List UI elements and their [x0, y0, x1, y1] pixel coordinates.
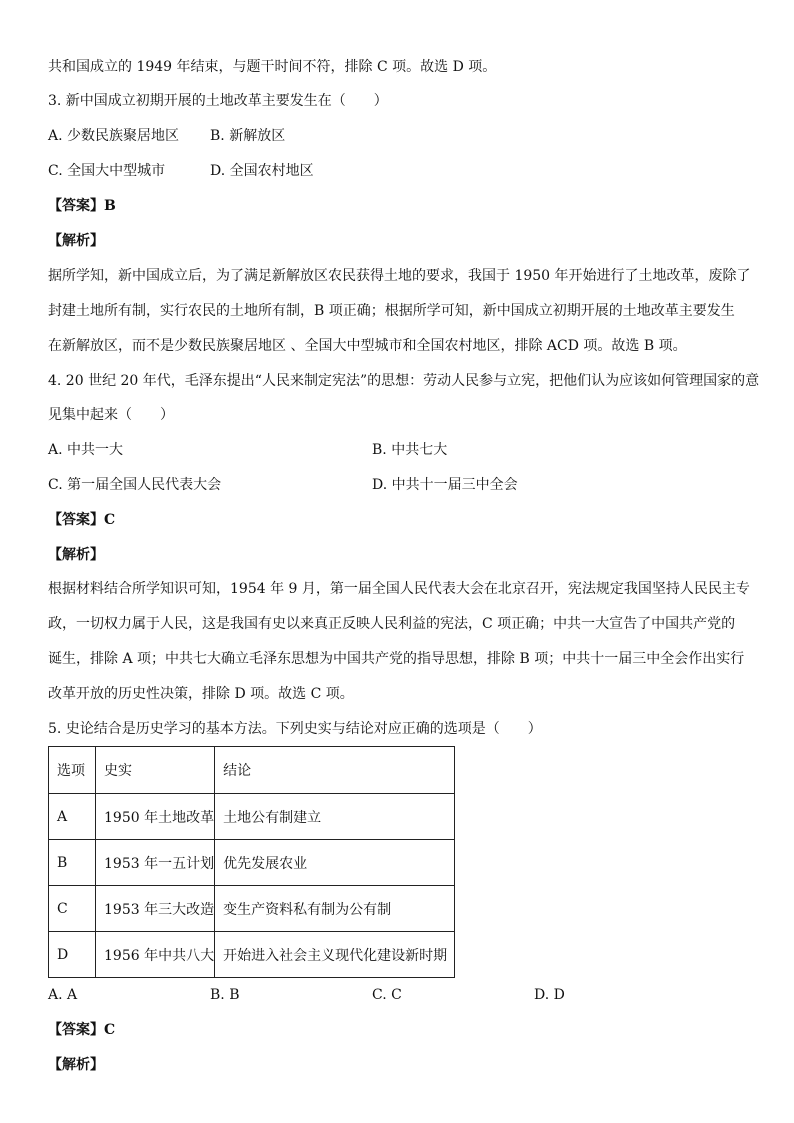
table-cell: 优先发展农业: [215, 840, 455, 886]
q5-option-d: D. D: [534, 987, 565, 1003]
q4-option-a: A. 中共一大: [48, 442, 124, 458]
table-cell: D: [49, 932, 96, 978]
q3-answer: 【答案】B: [48, 198, 116, 214]
table-cell: B: [49, 840, 96, 886]
table-cell: 土地公有制建立: [215, 794, 455, 840]
q5-option-a: A. A: [48, 987, 78, 1003]
q4-analysis-label: 【解析】: [48, 547, 104, 563]
q5-option-b: B. B: [210, 987, 240, 1003]
table-row: [49, 886, 455, 932]
table-cell: 1950 年土地改革: [96, 794, 215, 840]
table-cell: 1956 年中共八大: [96, 932, 215, 978]
q4-answer: 【答案】C: [48, 512, 116, 528]
table-header-cell: 结论: [215, 747, 455, 794]
q4-option-d: D. 中共十一届三中全会: [372, 477, 518, 493]
previous-analysis-tail: 共和国成立的 1949 年结束，与题干时间不符，排除 C 项。故选 D 项。: [48, 59, 497, 75]
table-cell: 变生产资料私有制为公有制: [215, 886, 455, 932]
q3-analysis-line-3: 在新解放区，而不是少数民族聚居地区 、全国大中型城市和全国农村地区，排除 ACD 项。故选 B 项。: [48, 338, 687, 354]
table-cell: 1953 年一五计划: [96, 840, 215, 886]
q4-analysis-line-4: 改革开放的历史性决策，排除 D 项。故选 C 项。: [48, 686, 354, 702]
table-header-cell: 史实: [96, 747, 215, 794]
q3-option-d: D. 全国农村地区: [210, 163, 314, 179]
q5-answer: 【答案】C: [48, 1022, 116, 1038]
table-row: [49, 840, 455, 886]
q4-analysis-line-2: 政，一切权力属于人民，这是我国有史以来真正反映人民利益的宪法，C 项正确；中共一大宣告了中国共产党的: [48, 616, 736, 632]
table-cell: 开始进入社会主义现代化建设新时期: [215, 932, 455, 978]
q3-option-c: C. 全国大中型城市: [48, 163, 166, 179]
table-header-row: [49, 747, 455, 794]
q4-stem-line-1: 4. 20 世纪 20 年代，毛泽东提出“人民来制定宪法”的思想：劳动人民参与立宪，把他们认为应该如何管理国家的意: [48, 373, 760, 389]
q5-table: [48, 746, 455, 978]
table-header-cell: 选项: [49, 747, 96, 794]
q4-stem-line-2: 见集中起来（ ）: [48, 407, 174, 423]
q4-analysis-line-3: 诞生，排除 A 项；中共七大确立毛泽东思想为中国共产党的指导思想，排除 B 项；中共十一届三中全会作出实行: [48, 651, 745, 667]
q3-option-a: A. 少数民族聚居地区: [48, 128, 180, 144]
table-row: [49, 932, 455, 978]
q4-option-b: B. 中共七大: [372, 442, 448, 458]
q3-analysis-line-2: 封建土地所有制，实行农民的土地所有制，B 项正确；根据所学可知，新中国成立初期开展的土地改革主要发生: [48, 303, 735, 319]
q3-option-b: B. 新解放区: [210, 128, 286, 144]
table-cell: 1953 年三大改造: [96, 886, 215, 932]
q4-option-c: C. 第一届全国人民代表大会: [48, 477, 222, 493]
q5-option-c: C. C: [372, 987, 402, 1003]
table-cell: C: [49, 886, 96, 932]
q4-analysis-line-1: 根据材料结合所学知识可知，1954 年 9 月，第一届全国人民代表大会在北京召开，宪法规定我国坚持人民民主专: [48, 581, 750, 597]
table-cell: A: [49, 794, 96, 840]
q5-stem: 5. 史论结合是历史学习的基本方法。下列史实与结论对应正确的选项是（ ）: [48, 721, 542, 737]
q3-analysis-label: 【解析】: [48, 233, 104, 249]
q3-analysis-line-1: 据所学知，新中国成立后，为了满足新解放区农民获得土地的要求，我国于 1950 年开始进行了土地改革，废除了: [48, 268, 751, 284]
table-row: [49, 794, 455, 840]
q5-analysis-label: 【解析】: [48, 1057, 104, 1073]
q3-stem: 3. 新中国成立初期开展的土地改革主要发生在（ ）: [48, 93, 388, 109]
